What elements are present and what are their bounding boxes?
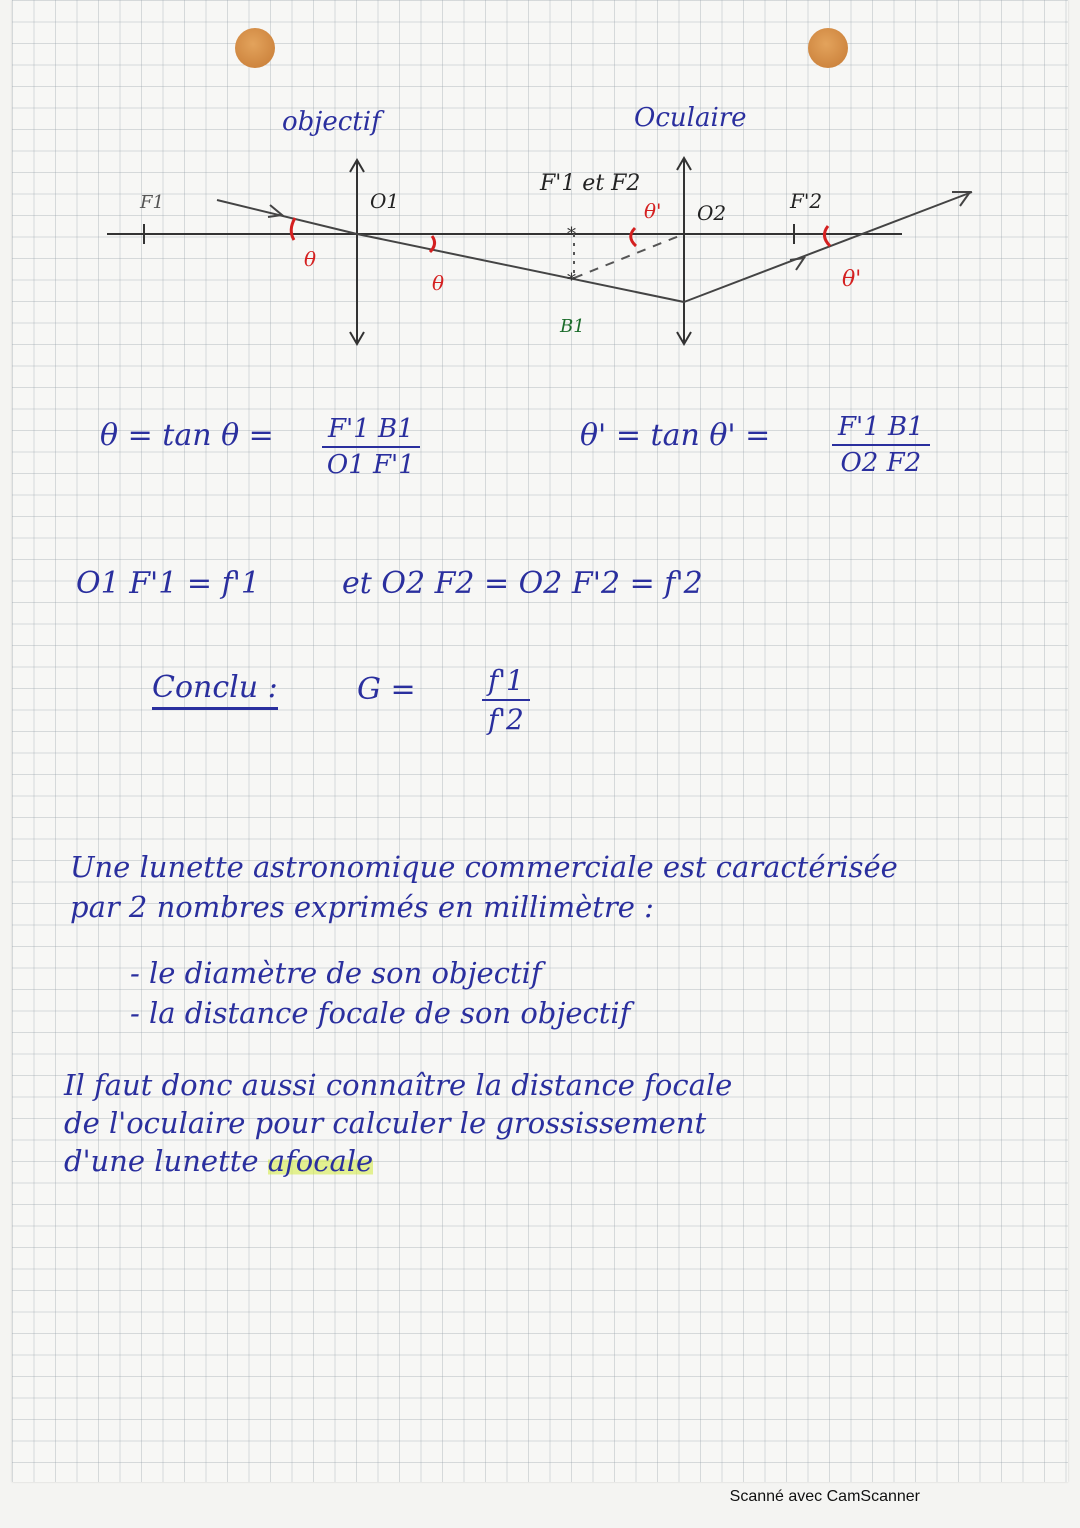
punch-hole-right <box>808 28 848 68</box>
gain-lhs: G = <box>357 672 416 707</box>
eq1-fraction <box>322 414 420 480</box>
scanner-watermark: Scanné avec CamScanner <box>729 1488 920 1505</box>
text-line-4: de l'oculaire pour calculer le grossissement <box>64 1106 707 1140</box>
eq1-den: O1 F'1 <box>326 450 415 480</box>
optics-diagram <box>12 80 1068 440</box>
eq3-left: O1 F'1 = f'1 <box>76 566 261 601</box>
eq2-den: O2 F2 <box>840 448 922 478</box>
text-line-5 <box>64 1144 373 1178</box>
text-line-5a: d'une lunette <box>64 1144 268 1178</box>
punch-hole-left <box>235 28 275 68</box>
gain-num: f'1 <box>482 664 530 701</box>
label-f1p-f2: F'1 et F2 <box>540 171 641 196</box>
highlighted-word: afocale <box>267 1144 374 1178</box>
gain-den: f'2 <box>488 703 524 736</box>
label-theta-prime-right: θ' <box>842 267 862 292</box>
label-theta-2: θ <box>432 271 445 295</box>
eq2-num: F'1 B1 <box>832 412 930 446</box>
label-b1: B1 <box>560 316 585 337</box>
label-theta-1: θ <box>304 247 317 271</box>
svg-text:*: * <box>567 270 576 291</box>
eq1-num: F'1 B1 <box>322 414 420 448</box>
label-f2p: F'2 <box>790 189 823 213</box>
label-theta-prime-top: θ' <box>644 199 662 223</box>
incident-ray <box>217 200 357 234</box>
emergent-ray <box>684 192 972 302</box>
eq1-lhs: θ = tan θ = <box>100 418 274 453</box>
text-line-2: par 2 nombres exprimés en millimètre : <box>70 890 654 924</box>
notebook-page <box>12 0 1068 1482</box>
label-o2: O2 <box>697 201 727 225</box>
label-objective: objectif <box>282 107 381 137</box>
bullet-1: - le diamètre de son objectif <box>130 956 542 990</box>
eq2-fraction <box>832 412 930 478</box>
text-line-3: Il faut donc aussi connaître la distance focale <box>64 1068 733 1102</box>
label-o1: O1 <box>370 189 400 213</box>
construction-line <box>574 234 684 278</box>
eq2-lhs: θ' = tan θ' = <box>580 418 771 453</box>
conclusion-label: Conclu : <box>152 670 278 710</box>
bullet-2: - la distance focale de son objectif <box>130 996 631 1030</box>
gain-fraction <box>482 664 530 736</box>
eq3-right: et O2 F2 = O2 F'2 = f'2 <box>342 566 703 601</box>
svg-text:*: * <box>567 224 576 245</box>
label-f1: F1 <box>140 192 164 213</box>
text-line-1: Une lunette astronomique commerciale est caractérisée <box>70 850 898 884</box>
label-eyepiece: Oculaire <box>634 103 747 133</box>
